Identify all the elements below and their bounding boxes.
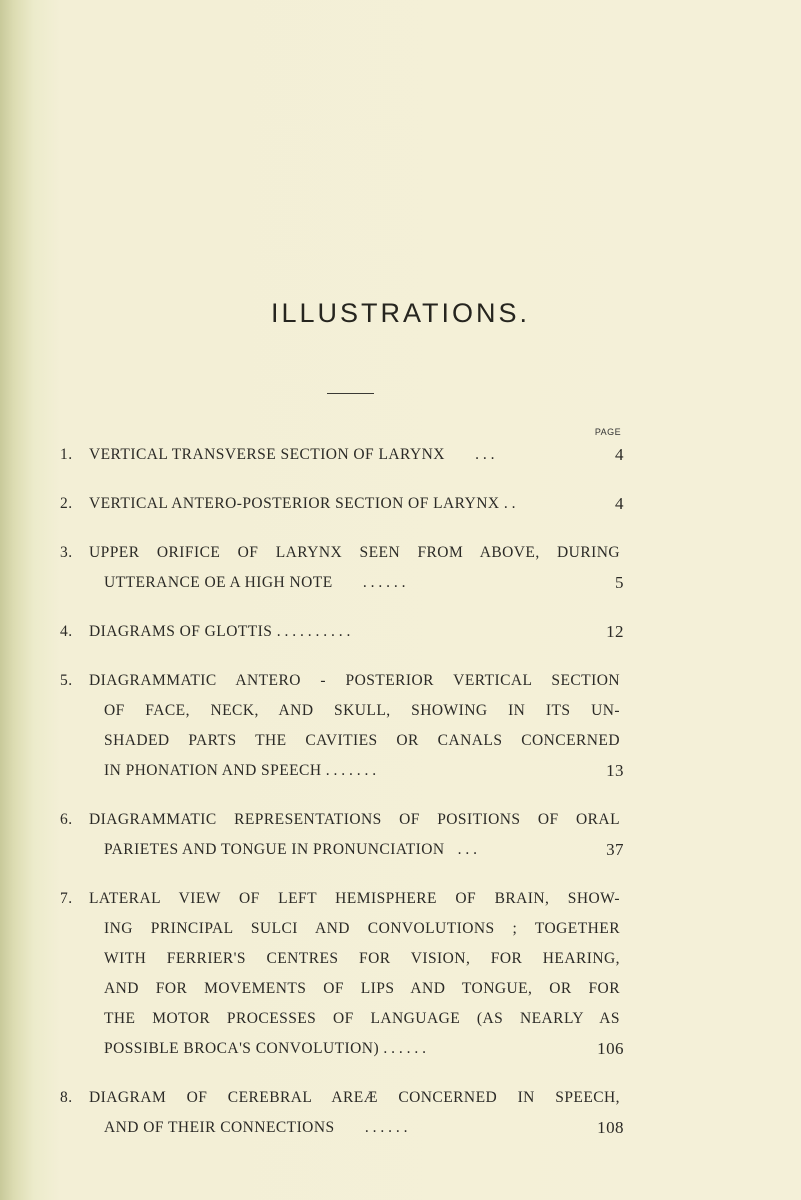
illustrations-list — [60, 440, 624, 1162]
dot-leader: . . . . . . — [364, 1119, 408, 1136]
entry-number: 1. — [60, 446, 73, 463]
entry-line — [60, 974, 620, 1004]
page-number: 12 — [606, 622, 624, 641]
entry-text: AND FOR MOVEMENTS OF LIPS AND TONGUE, OR FOR — [104, 980, 620, 997]
entry-text: DIAGRAMMATIC REPRESENTATIONS OF POSITIONS OF ORAL — [89, 811, 620, 828]
entry-text: UPPER ORIFICE OF LARYNX SEEN FROM ABOVE, DURING — [89, 544, 620, 561]
list-item — [60, 666, 624, 786]
entry-line — [60, 489, 624, 519]
list-item — [60, 538, 624, 598]
entry-text: UTTERANCE OE A HIGH NOTE — [104, 574, 333, 591]
page-number: 4 — [615, 445, 624, 464]
entry-number: 7. — [60, 890, 73, 907]
entry-line — [60, 884, 620, 914]
entry-text: WITH FERRIER'S CENTRES FOR VISION, FOR HEARING, — [104, 950, 620, 967]
entry-number: 3. — [60, 544, 73, 561]
entry-number: 6. — [60, 811, 73, 828]
entry-number: 8. — [60, 1089, 73, 1106]
dot-leader: . . . . . . . — [325, 762, 377, 779]
page-number: 108 — [597, 1118, 624, 1137]
dot-leader: . . . — [457, 841, 477, 858]
entry-text: OF FACE, NECK, AND SKULL, SHOWING IN ITS UN- — [104, 702, 620, 719]
page-title: ILLUSTRATIONS. — [270, 298, 531, 328]
entry-line — [60, 666, 620, 696]
entry-text: IN PHONATION AND SPEECH — [104, 762, 322, 779]
entry-text: VERTICAL ANTERO-POSTERIOR SECTION OF LARYNX — [89, 495, 500, 512]
list-item — [60, 617, 624, 647]
dot-leader: . . . . . . — [362, 574, 406, 591]
page-number: 5 — [615, 573, 624, 592]
entry-text: PARIETES AND TONGUE IN PRONUNCIATION — [104, 841, 445, 858]
dot-leader: . . . — [475, 446, 495, 463]
entry-line — [60, 914, 620, 944]
entry-line — [60, 944, 620, 974]
dot-leader: . . . . . . . . . . — [276, 623, 351, 640]
entry-line — [60, 835, 624, 865]
entry-text: POSSIBLE BROCA'S CONVOLUTION) — [104, 1040, 380, 1057]
page-column-label: PAGE — [594, 427, 622, 437]
entry-text: SHADED PARTS THE CAVITIES OR CANALS CONCERNED — [104, 732, 620, 749]
entry-line — [60, 1004, 620, 1034]
list-item — [60, 1083, 624, 1143]
entry-line — [60, 696, 620, 726]
entry-text: VERTICAL TRANSVERSE SECTION OF LARYNX — [89, 446, 445, 463]
entry-line — [60, 805, 620, 835]
list-item — [60, 884, 624, 1064]
list-item — [60, 805, 624, 865]
entry-text: ING PRINCIPAL SULCI AND CONVOLUTIONS ; TOGETHER — [104, 920, 620, 937]
entry-number: 4. — [60, 623, 73, 640]
entry-line — [60, 538, 620, 568]
page-number: 4 — [615, 494, 624, 513]
entry-line — [60, 1034, 624, 1064]
page-number: 106 — [597, 1039, 624, 1058]
entry-text: DIAGRAMMATIC ANTERO - POSTERIOR VERTICAL SECTION — [89, 672, 620, 689]
list-item — [60, 440, 624, 470]
list-item — [60, 489, 624, 519]
dot-leader: . . — [503, 495, 516, 512]
entry-text: DIAGRAM OF CEREBRAL AREÆ CONCERNED IN SPEECH, — [89, 1089, 620, 1106]
entry-text: DIAGRAMS OF GLOTTIS — [89, 623, 273, 640]
entry-line — [60, 440, 624, 470]
entry-text: THE MOTOR PROCESSES OF LANGUAGE (AS NEARLY AS — [104, 1010, 620, 1027]
page-number: 13 — [606, 761, 624, 780]
entry-number: 2. — [60, 495, 73, 512]
entry-line — [60, 756, 624, 786]
entry-text: AND OF THEIR CONNECTIONS — [104, 1119, 335, 1136]
dot-leader: . . . . . . — [383, 1040, 427, 1057]
entry-number: 5. — [60, 672, 73, 689]
entry-line — [60, 1113, 624, 1143]
title-divider — [327, 393, 374, 394]
entry-text: LATERAL VIEW OF LEFT HEMISPHERE OF BRAIN, SHOW- — [89, 890, 620, 907]
page-number: 37 — [606, 840, 624, 859]
entry-line — [60, 1083, 620, 1113]
entry-line — [60, 617, 624, 647]
entry-line — [60, 568, 624, 598]
entry-line — [60, 726, 620, 756]
